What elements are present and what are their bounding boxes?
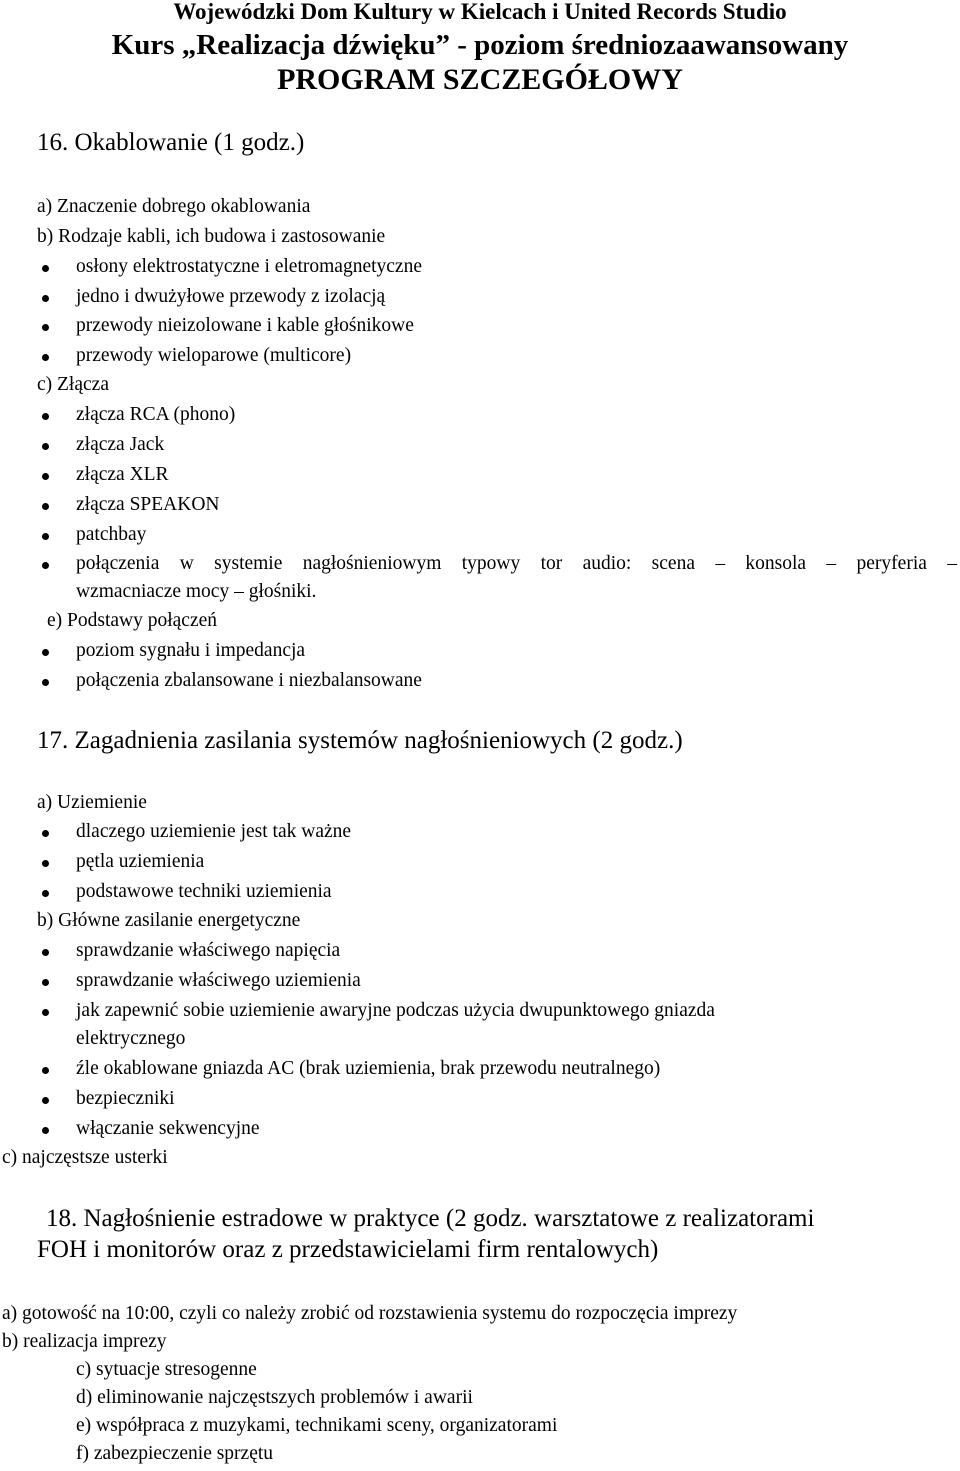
bullet-icon (42, 1127, 49, 1134)
bullet-icon (42, 979, 49, 986)
bullet-icon (42, 1067, 49, 1074)
bullet-icon (42, 890, 49, 897)
list-item: jedno i dwużyłowe przewody z izolacją (76, 286, 386, 307)
bullet-icon (42, 949, 49, 956)
section-17-item-b: b) Główne zasilanie energetyczne (37, 910, 301, 931)
section-16-item-a: a) Znaczenie dobrego okablowania (37, 196, 311, 217)
bullet-icon (42, 503, 49, 510)
list-item: d) eliminowanie najczęstszych problemów i awarii (76, 1387, 473, 1408)
list-item: dlaczego uziemienie jest tak ważne (76, 821, 352, 842)
bullet-icon (42, 649, 49, 656)
bullet-icon (42, 354, 49, 361)
list-item: c) sytuacje stresogenne (76, 1359, 257, 1380)
bullet-icon (42, 473, 49, 480)
section-16-title: 16. Okablowanie (1 godz.) (37, 129, 305, 156)
list-item: patchbay (76, 524, 147, 545)
section-18-title: 18. Nagłośnienie estradowe w praktyce (2 godz. warsztatowe z realizatorami (46, 1205, 815, 1232)
section-16-item-c: c) Złącza (37, 374, 109, 395)
list-item: pętla uziemienia (76, 851, 205, 872)
header-organizer: Wojewódzki Dom Kultury w Kielcach i United Records Studio (173, 0, 787, 24)
list-item: jak zapewnić sobie uziemienie awaryjne podczas użycia dwupunktowego gniazda (76, 1000, 715, 1021)
bullet-icon (42, 830, 49, 837)
section-18-title-continuation: FOH i monitorów oraz z przedstawicielami firm rentalowych) (37, 1236, 659, 1263)
bullet-icon (42, 679, 49, 686)
section-17-item-c: c) najczęstsze usterki (2, 1147, 168, 1168)
list-item: sprawdzanie właściwego napięcia (76, 940, 341, 961)
bullet-icon (42, 1097, 49, 1104)
header-program: PROGRAM SZCZEGÓŁOWY (277, 63, 683, 96)
list-item: włączanie sekwencyjne (76, 1118, 260, 1139)
list-item: złącza SPEAKON (76, 494, 220, 515)
list-item: sprawdzanie właściwego uziemienia (76, 970, 361, 991)
bullet-icon (42, 1009, 49, 1016)
section-16-item-e: e) Podstawy połączeń (47, 610, 218, 631)
list-item-continuation: elektrycznego (76, 1028, 186, 1049)
bullet-icon (42, 324, 49, 331)
list-item-continuation: wzmacniacze mocy – głośniki. (76, 581, 317, 602)
list-item: połączenia w systemie nagłośnieniowym typowy tor audio: scena – konsola – peryferia – (76, 553, 957, 574)
list-item: f) zabezpieczenie sprzętu (76, 1443, 274, 1464)
list-item: przewody nieizolowane i kable głośnikowe (76, 315, 414, 336)
section-17-item-a: a) Uziemienie (37, 792, 147, 813)
header-course-title: Kurs „Realizacja dźwięku” - poziom średniozaawansowany (111, 29, 849, 61)
bullet-icon (42, 443, 49, 450)
list-item: poziom sygnału i impedancja (76, 640, 306, 661)
section-16-item-b: b) Rodzaje kabli, ich budowa i zastosowanie (37, 226, 386, 247)
list-item: źle okablowane gniazda AC (brak uziemienia, brak przewodu neutralnego) (76, 1058, 661, 1079)
bullet-icon (42, 265, 49, 272)
section-17-title: 17. Zagadnienia zasilania systemów nagłośnieniowych (2 godz.) (37, 727, 683, 754)
list-item: e) współpraca z muzykami, technikami sceny, organizatorami (76, 1415, 558, 1436)
list-item: złącza RCA (phono) (76, 404, 236, 425)
list-item: połączenia zbalansowane i niezbalansowane (76, 670, 422, 691)
list-item: b) realizacja imprezy (2, 1331, 167, 1352)
list-item: przewody wieloparowe (multicore) (76, 345, 352, 366)
list-item: a) gotowość na 10:00, czyli co należy zrobić od rozstawienia systemu do rozpoczęcia imprezy (2, 1303, 738, 1324)
bullet-icon (42, 533, 49, 540)
list-item: złącza XLR (76, 464, 169, 485)
list-item: złącza Jack (76, 434, 165, 455)
list-item: podstawowe techniki uziemienia (76, 881, 332, 902)
list-item: bezpieczniki (76, 1088, 175, 1109)
bullet-icon (42, 295, 49, 302)
bullet-icon (42, 860, 49, 867)
list-item: osłony elektrostatyczne i eletromagnetyczne (76, 256, 422, 277)
bullet-icon (42, 562, 49, 569)
bullet-icon (42, 413, 49, 420)
